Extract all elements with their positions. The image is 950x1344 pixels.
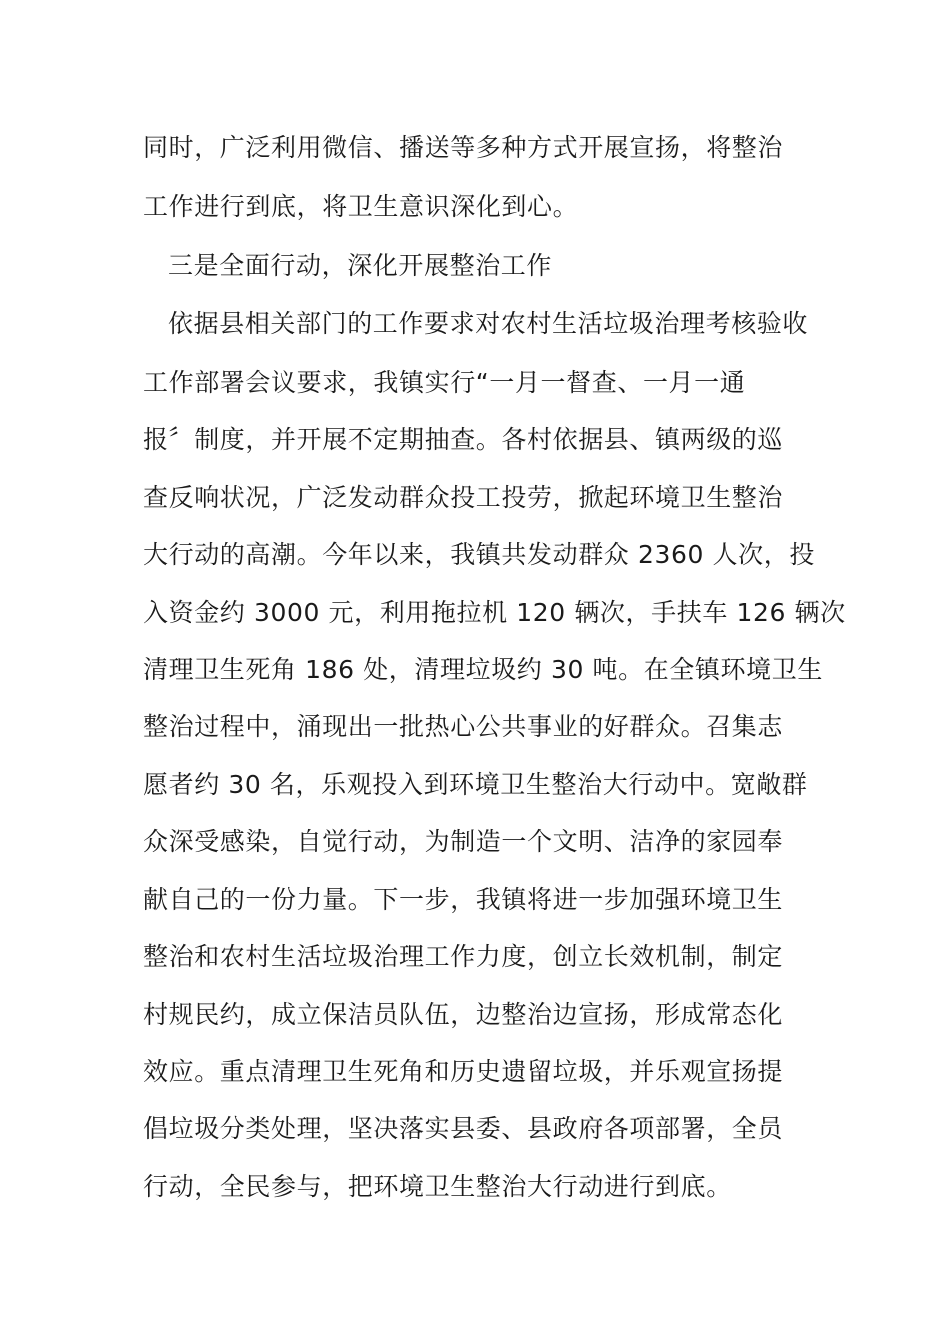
text-line: 依据县相关部门的工作要求对农村生活垃圾治理考核验收 <box>168 309 809 338</box>
text-line: 报〞制度，并开展不定期抽查。各村依据县、镇两级的巡 <box>143 425 784 454</box>
text-line: 整治过程中，涌现出一批热心公共事业的好群众。召集志 <box>143 712 784 741</box>
text-line: 同时，广泛利用微信、播送等多种方式开展宣扬，将整治 <box>143 133 784 162</box>
text-line: 入资金约 3000 元，利用拖拉机 120 辆次，手扶车 126 辆次 <box>143 598 846 627</box>
text-line: 献自己的一份力量。下一步，我镇将进一步加强环境卫生 <box>143 885 784 914</box>
text-line: 效应。重点清理卫生死角和历史遗留垃圾，并乐观宣扬提 <box>143 1057 784 1086</box>
text-line: 工作部署会议要求，我镇实行“一月一督查、一月一通 <box>143 368 746 397</box>
text-line: 众深受感染，自觉行动，为制造一个文明、洁净的家园奉 <box>143 827 784 856</box>
text-line: 倡垃圾分类处理，坚决落实县委、县政府各项部署，全员 <box>143 1114 784 1143</box>
text-line: 整治和农村生活垃圾治理工作力度，创立长效机制，制定 <box>143 942 784 971</box>
text-line: 清理卫生死角 186 处，清理垃圾约 30 吨。在全镇环境卫生 <box>143 655 823 684</box>
text-line: 大行动的高潮。今年以来，我镇共发动群众 2360 人次，投 <box>143 540 815 569</box>
text-line: 查反响状况，广泛发动群众投工投劳，掀起环境卫生整治 <box>143 483 784 512</box>
text-line: 村规民约，成立保洁员队伍，边整治边宣扬，形成常态化 <box>143 1000 784 1029</box>
section-heading: 三是全面行动，深化开展整治工作 <box>168 251 553 280</box>
text-line: 愿者约 30 名，乐观投入到环境卫生整治大行动中。宽敞群 <box>143 770 808 799</box>
text-line: 行动，全民参与，把环境卫生整治大行动进行到底。 <box>143 1172 732 1201</box>
text-line: 工作进行到底，将卫生意识深化到心。 <box>143 192 579 221</box>
